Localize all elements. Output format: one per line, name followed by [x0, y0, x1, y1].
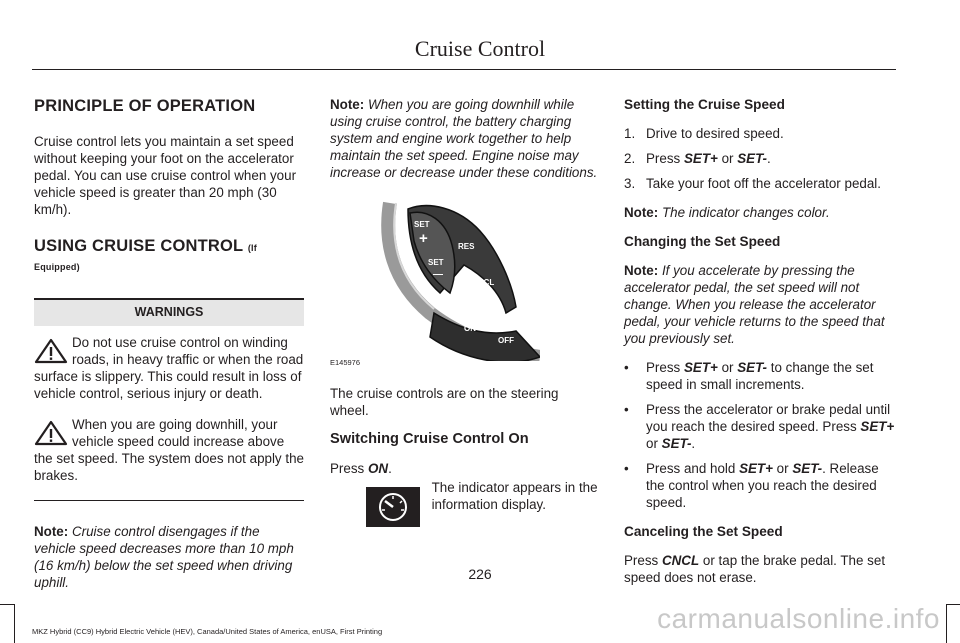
list-item — [624, 359, 896, 393]
cancel-text-end: or tap the brake pedal. The set speed does not erase. — [624, 553, 886, 585]
press-end: . — [388, 461, 392, 476]
set-plus-label: SET — [414, 220, 430, 229]
plus-symbol: + — [419, 230, 428, 247]
set-plus-key: SET+ — [683, 360, 718, 375]
list-item — [624, 175, 896, 192]
cruise-control-indicator-icon — [366, 487, 420, 527]
press-label: Press — [330, 461, 365, 476]
step-text: Take your foot off the accelerator pedal. — [646, 176, 881, 191]
watermark: carmanualsonline.info — [657, 603, 940, 634]
note-indicator — [624, 204, 896, 221]
warnings-end-rule — [34, 500, 304, 501]
changing-bullets — [624, 359, 896, 511]
press-on-line — [330, 460, 600, 477]
warning-2 — [34, 416, 304, 484]
step-text: . — [767, 151, 771, 166]
note-accelerate — [624, 262, 896, 347]
crop-mark — [946, 604, 960, 605]
res-label: RES — [458, 242, 475, 251]
warning-triangle-icon — [34, 338, 68, 364]
setting-heading: Setting the Cruise Speed — [624, 97, 785, 112]
set-minus-key: SET- — [737, 151, 767, 166]
note-indicator-text: The indicator changes color. — [661, 205, 830, 220]
set-plus-key: SET+ — [860, 419, 895, 434]
step-number: 2. — [624, 151, 636, 166]
step-number: 1. — [624, 126, 636, 141]
page-number: 226 — [468, 566, 492, 582]
list-item — [624, 460, 896, 511]
header-rule — [32, 69, 896, 70]
note-downhill-text: When you are going downhill while using cruise control, the battery charging system and engine work together to help maintain the set speed. Engine noise may increase or decrease under these conditions. — [330, 97, 598, 180]
bullet-text: Press — [646, 360, 681, 375]
note-label: Note: — [34, 524, 69, 539]
set-minus-key: SET- — [661, 436, 692, 451]
bullet-text: . Release the control when you reach the desired speed. — [646, 461, 879, 510]
indicator-text: The indicator appears in the information display. — [431, 480, 598, 512]
crop-mark — [946, 604, 947, 643]
warning-triangle-icon — [34, 420, 68, 446]
principle-heading: PRINCIPLE OF OPERATION — [34, 97, 256, 115]
warning-1-text: Do not use cruise control on winding roads, in heavy traffic or when the road surface is slippery. This could result in loss of vehicle control, serious injury or death. — [34, 335, 304, 401]
bullet-text: or — [646, 436, 658, 451]
bullet: • — [624, 461, 629, 476]
figure-id: E145976 — [330, 358, 361, 367]
list-item — [624, 401, 896, 452]
warnings-bar: WARNINGS — [34, 298, 304, 326]
controls-text: The cruise controls are on the steering wheel. — [330, 386, 559, 418]
column-right — [624, 96, 896, 598]
note-label: Note: — [624, 205, 659, 220]
cruise-control-switch-figure — [330, 201, 540, 371]
using-heading-suffix: (If Equipped) — [34, 243, 257, 272]
page-header-title: Cruise Control — [414, 36, 546, 61]
minus-symbol: — — [433, 269, 443, 280]
bullet-text: or — [721, 360, 734, 375]
column-left — [34, 96, 304, 603]
on-label: ON — [464, 324, 476, 333]
step-number: 3. — [624, 176, 636, 191]
using-heading-text: USING CRUISE CONTROL — [34, 237, 244, 255]
note-label: Note: — [330, 97, 365, 112]
set-plus-key: SET+ — [739, 461, 773, 476]
column-middle — [330, 96, 600, 527]
bullet-text: to change the set speed in small increments. — [646, 360, 874, 392]
set-minus-key: SET- — [792, 461, 823, 476]
list-item — [624, 125, 896, 142]
warning-2-text: When you are going downhill, your vehicle speed could increase above the set speed. The system does not apply the brakes. — [34, 417, 304, 483]
crop-mark — [14, 604, 15, 643]
step-text: or — [721, 151, 734, 166]
set-minus-key: SET- — [737, 360, 767, 375]
cncl-label: CNCL — [472, 278, 495, 287]
indicator-spacer — [330, 483, 366, 527]
setting-steps — [624, 125, 896, 192]
warning-1 — [34, 334, 304, 402]
note-label: Note: — [624, 263, 659, 278]
off-label: OFF — [498, 336, 514, 345]
set-minus-label: SET — [428, 258, 444, 267]
note-accelerate-text: If you accelerate by pressing the accelerator pedal, the set speed will not change. When you release the accelerator pedal, your vehicle returns to the speed that you previously set. — [624, 263, 885, 346]
step-text: Drive to desired speed. — [646, 126, 784, 141]
principle-text: Cruise control lets you maintain a set speed without keeping your foot on the accelerator pedal. You can use cruise control when your vehicle speed is greater than 20 mph (30 km/h). — [34, 134, 297, 217]
changing-heading: Changing the Set Speed — [624, 234, 781, 249]
using-heading — [34, 238, 304, 276]
cncl-key: CNCL — [661, 553, 700, 568]
on-key: ON — [367, 461, 389, 476]
note-downhill — [330, 96, 600, 181]
bullet: • — [624, 360, 629, 375]
bullet-text: or — [776, 461, 789, 476]
bullet-text: Press the accelerator or brake pedal until you reach the desired speed. Press — [646, 402, 891, 434]
note-uphill-text: Cruise control disengages if the vehicle speed decreases more than 10 mph (16 km/h) below the set speed when driving uphill. — [34, 524, 294, 590]
bullet-text: . — [691, 436, 696, 451]
steering-wheel-controls-illustration — [330, 201, 540, 361]
canceling-heading: Canceling the Set Speed — [624, 524, 783, 539]
bullet: • — [624, 402, 629, 417]
crop-mark — [0, 604, 14, 605]
list-item — [624, 150, 896, 167]
bullet-text: Press and hold — [646, 461, 736, 476]
switching-heading: Switching Cruise Control On — [330, 431, 529, 447]
cancel-text-pre: Press — [624, 553, 659, 568]
set-plus-key: SET+ — [683, 151, 718, 166]
step-text: Press — [646, 151, 681, 166]
indicator-row — [330, 480, 600, 527]
footer-text: MKZ Hybrid (CC9) Hybrid Electric Vehicle (HEV), Canada/United States of America, enUSA, First Printing — [32, 627, 383, 636]
